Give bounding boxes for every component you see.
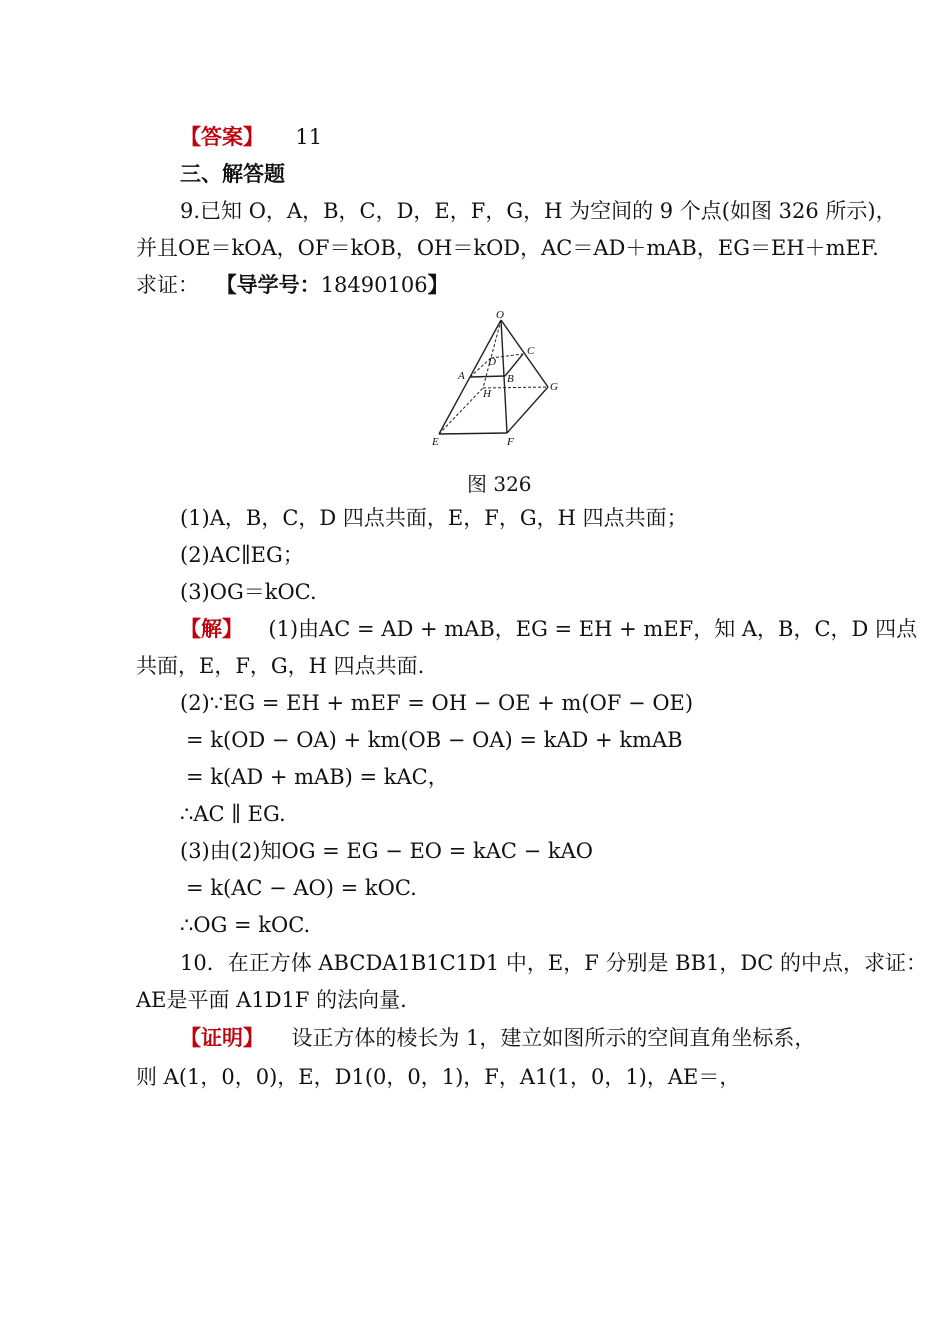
pyramid-figure: [425, 307, 575, 457]
label-G: G: [550, 381, 558, 393]
q9-prove-label: 求证：: [136, 273, 199, 297]
solution-line-4: = k(OD − OA) + km(OB − OA) = kAD + kmAB: [186, 728, 683, 752]
solution-line-9: ∴OG = kOC.: [180, 913, 311, 937]
solution-line-2: 共面，E，F，G，H 四点共面.: [136, 654, 425, 678]
solution-tag: 【解】: [180, 617, 243, 641]
solution-line-7: (3)由(2)知OG = EG − EO = kAC − kAO: [180, 839, 593, 863]
proof-tag: 【证明】: [180, 1026, 264, 1050]
section-title: 三、解答题: [180, 162, 285, 186]
label-C: C: [527, 345, 535, 357]
q9-line-1: 9.已知 O，A，B，C，D，E，F，G，H 为空间的 9 个点(如图 326 所示)，: [180, 199, 897, 223]
solution-line-8: = k(AC − AO) = kOC.: [186, 876, 417, 900]
label-D: D: [488, 356, 496, 368]
figure-caption: 图 326: [467, 472, 532, 496]
claim-1: (1)A，B，C，D 四点共面，E，F，G，H 四点共面；: [180, 506, 688, 530]
label-O: O: [496, 309, 504, 321]
solution-line-6: ∴AC ∥ EG.: [180, 802, 286, 826]
claim-3: (3)OG＝kOC.: [180, 580, 317, 604]
proof-line-1: [180, 1025, 815, 1051]
label-A: A: [458, 370, 465, 382]
label-F: F: [507, 436, 514, 448]
label-H: H: [483, 388, 491, 400]
solution-line-5: = k(AD + mAB) = kAC，: [186, 765, 449, 789]
solution-line-1: [180, 616, 917, 642]
guide-tag: 【导学号：: [215, 272, 321, 297]
answer-line: [180, 124, 322, 150]
q10-line-1: 10．在正方体 ABCDA1B1C1D1 中，E，F 分别是 BB1，DC 的中点，求证：: [180, 951, 927, 975]
q9-line-3: [136, 272, 449, 298]
label-E: E: [432, 436, 439, 448]
claim-2: (2)AC∥EG；: [180, 543, 304, 567]
guide-close: 】: [427, 272, 449, 297]
label-B: B: [507, 373, 514, 385]
proof-line-2: 则 A(1，0，0)，E，D1(0，0，1)，F，A1(1，0，1)，AE＝，: [136, 1065, 741, 1089]
solution-text-1: (1)由AC = AD + mAB，EG = EH + mEF，知 A，B，C，D 四点: [268, 617, 918, 641]
guide-number: 18490106: [320, 273, 428, 297]
answer-tag: 【答案】: [180, 125, 264, 149]
q9-line-2: 并且OE＝kOA，OF＝kOB，OH＝kOD，AC＝AD＋mAB，EG＝EH＋mEF.: [136, 236, 879, 260]
q10-line-2: AE是平面 A1D1F 的法向量.: [136, 988, 407, 1012]
solution-line-3: (2)∵EG = EH + mEF = OH − OE + m(OF − OE): [180, 691, 694, 715]
answer-value: 11: [295, 125, 323, 149]
proof-text-1: 设正方体的棱长为 1，建立如图所示的空间直角坐标系，: [291, 1026, 816, 1050]
